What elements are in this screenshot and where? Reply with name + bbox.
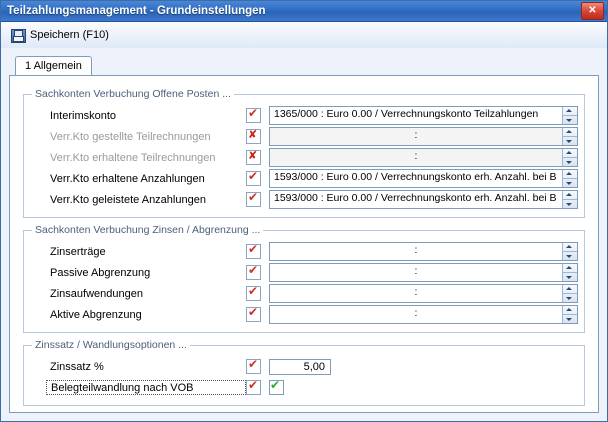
combo-aktive-abgrenzung-value: : (414, 307, 418, 319)
label-zinsaufwendungen: Zinsaufwendungen (50, 287, 143, 300)
combo-erhaltene-teilrechnungen-value: : (414, 150, 418, 162)
label-interimskonto: Interimskonto (50, 109, 117, 122)
label-aktive-abgrenzung: Aktive Abgrenzung (50, 308, 142, 321)
label-zinssatz: Zinssatz % (50, 360, 104, 373)
combo-zinsaufwendungen-value: : (414, 286, 418, 298)
zinssatz-input[interactable]: 5,00 (269, 359, 331, 375)
row-geleistete-anzahlungen (30, 190, 578, 209)
row-zinsertraege (30, 242, 578, 261)
group-zinssatz-legend: Zinssatz / Wandlungsoptionen ... (35, 339, 187, 351)
indicator-cross-icon[interactable] (246, 150, 261, 165)
label-erhaltene-anzahlungen: Verr.Kto erhaltene Anzahlungen (50, 172, 205, 185)
combo-zinsertraege[interactable] (269, 242, 578, 261)
tab-allgemein-label: 1 Allgemein (25, 60, 82, 72)
toolbar (1, 22, 607, 49)
combo-erhaltene-teilrechnungen[interactable] (269, 148, 578, 167)
combo-zinsaufwendungen[interactable] (269, 284, 578, 303)
combo-passive-abgrenzung[interactable] (269, 263, 578, 282)
row-erhaltene-teilrechnungen (30, 148, 578, 167)
combo-geleistete-anzahlungen[interactable] (269, 190, 578, 209)
row-gestellte-teilrechnungen (30, 127, 578, 146)
combo-erhaltene-anzahlungen[interactable] (269, 169, 578, 188)
group-zinssatz-wandlungsoptionen (23, 339, 585, 406)
spinner-icon[interactable] (562, 264, 577, 281)
combo-passive-abgrenzung-value: : (414, 265, 418, 277)
group-zinsen-abgrenzung (23, 224, 585, 333)
row-erhaltene-anzahlungen (30, 169, 578, 188)
indicator-check-icon[interactable] (246, 192, 261, 207)
indicator-cross-icon[interactable] (246, 129, 261, 144)
save-button[interactable] (7, 24, 116, 46)
belegteilwandlung-checkbox[interactable] (269, 380, 284, 395)
spinner-icon[interactable] (562, 306, 577, 323)
indicator-check-icon[interactable] (246, 380, 261, 395)
label-geleistete-anzahlungen: Verr.Kto geleistete Anzahlungen (50, 193, 206, 206)
label-gestellte-teilrechnungen: Verr.Kto gestellte Teilrechnungen (50, 130, 211, 143)
label-erhaltene-teilrechnungen: Verr.Kto erhaltene Teilrechnungen (50, 151, 216, 164)
indicator-check-icon[interactable] (246, 359, 261, 374)
row-interimskonto (30, 106, 578, 125)
tab-page-allgemein (9, 75, 599, 413)
indicator-check-icon[interactable] (246, 171, 261, 186)
row-passive-abgrenzung (30, 263, 578, 282)
label-belegteilwandlung: Belegteilwandlung nach VOB (46, 380, 246, 395)
group-zinsen-abgrenzung-legend: Sachkonten Verbuchung Zinsen / Abgrenzung ... (35, 224, 261, 236)
combo-gestellte-teilrechnungen-value: : (414, 129, 418, 141)
tab-strip (15, 56, 599, 75)
combo-interimskonto-value: 1365/000 : Euro 0.00 / Verrechnungskonto Teilzahlungen (274, 108, 539, 120)
save-icon (10, 27, 26, 43)
title-bar (1, 1, 607, 22)
row-zinssatz (30, 357, 578, 376)
spinner-icon[interactable] (562, 107, 577, 124)
indicator-check-icon[interactable] (246, 307, 261, 322)
row-zinsaufwendungen (30, 284, 578, 303)
row-belegteilwandlung (30, 378, 578, 397)
spinner-icon[interactable] (562, 191, 577, 208)
combo-aktive-abgrenzung[interactable] (269, 305, 578, 324)
label-zinsertraege: Zinserträge (50, 245, 106, 258)
indicator-check-icon[interactable] (246, 286, 261, 301)
spinner-icon[interactable] (562, 128, 577, 145)
group-offene-posten-legend: Sachkonten Verbuchung Offene Posten ... (35, 88, 231, 100)
combo-geleistete-anzahlungen-value: 1593/000 : Euro 0.00 / Verrechnungskonto erh. Anzahl. bei B (274, 192, 557, 204)
combo-zinsertraege-value: : (414, 244, 418, 256)
label-passive-abgrenzung: Passive Abgrenzung (50, 266, 151, 279)
indicator-check-icon[interactable] (246, 244, 261, 259)
spinner-icon[interactable] (562, 243, 577, 260)
combo-gestellte-teilrechnungen[interactable] (269, 127, 578, 146)
spinner-icon[interactable] (562, 149, 577, 166)
spinner-icon[interactable] (562, 170, 577, 187)
group-offene-posten (23, 88, 585, 218)
row-aktive-abgrenzung (30, 305, 578, 324)
window-title: Teilzahlungsmanagement - Grundeinstellungen (7, 5, 266, 17)
close-button[interactable]: ✕ (581, 2, 604, 20)
spinner-icon[interactable] (562, 285, 577, 302)
indicator-check-icon[interactable] (246, 265, 261, 280)
combo-interimskonto[interactable] (269, 106, 578, 125)
save-button-label: Speichern (F10) (30, 29, 109, 41)
tab-allgemein[interactable] (15, 56, 92, 75)
indicator-check-icon[interactable] (246, 108, 261, 123)
combo-erhaltene-anzahlungen-value: 1593/000 : Euro 0.00 / Verrechnungskonto erh. Anzahl. bei B (274, 171, 557, 183)
